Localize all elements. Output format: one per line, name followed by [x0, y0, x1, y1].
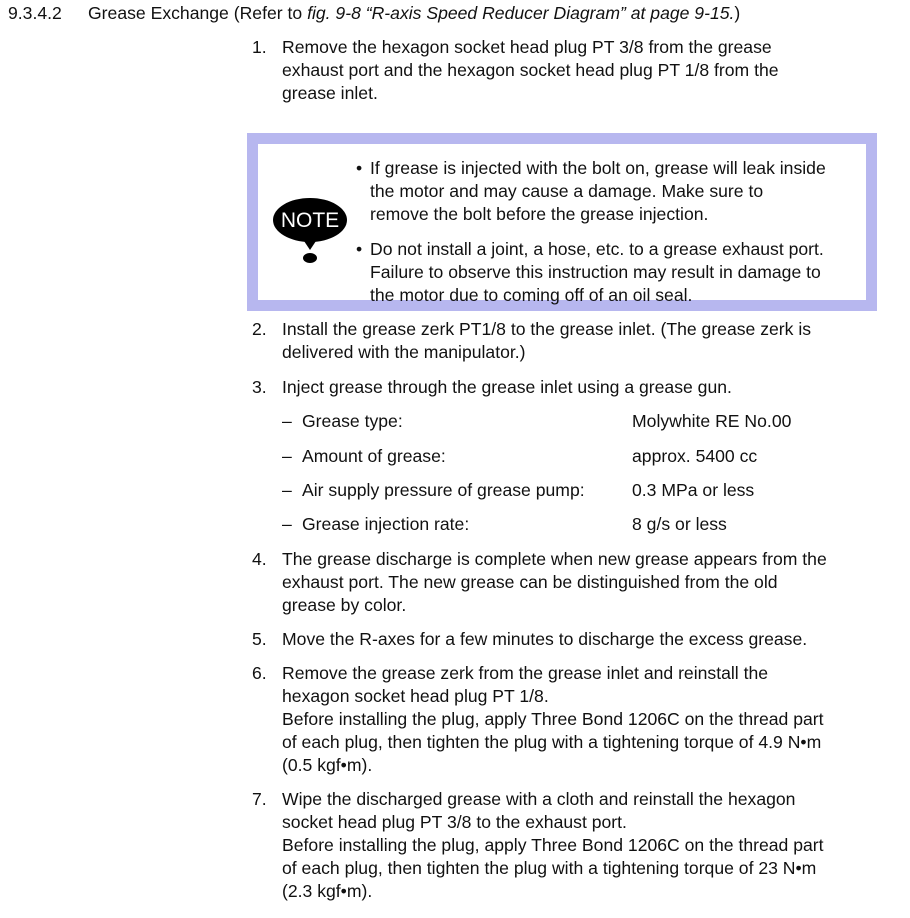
- spec-value: approx. 5400 cc: [632, 446, 758, 466]
- step-number: 5.: [252, 629, 267, 649]
- step-5: [252, 628, 892, 651]
- step-number: 3.: [252, 377, 267, 397]
- bullet-line: the motor and may cause a damage. Make sure to: [370, 181, 764, 201]
- heading-close-paren: ): [734, 3, 741, 23]
- step-number: 6.: [252, 663, 267, 683]
- spec-label: Grease type:: [302, 411, 403, 431]
- step-line: Install the grease zerk PT1/8 to the grease inlet. (The grease zerk is: [282, 319, 812, 339]
- step-line: Inject grease through the grease inlet using a grease gun.: [282, 377, 732, 397]
- note-content: [258, 144, 866, 305]
- figure-reference-link[interactable]: fig. 9-8 “R-axis Speed Reducer Diagram” at page 9-15.: [307, 3, 735, 23]
- step-line: socket head plug PT 3/8 to the exhaust port.: [282, 812, 627, 832]
- step-7: [252, 788, 892, 903]
- step-text: [282, 318, 892, 364]
- step-line: delivered with the manipulator.): [282, 342, 526, 362]
- bullet-text: [370, 157, 876, 226]
- bullet-text: [370, 238, 876, 307]
- spec-value: 0.3 MPa or less: [632, 480, 755, 500]
- bullet-line: remove the bolt before the grease injection.: [370, 204, 709, 224]
- spec-label: Grease injection rate:: [302, 514, 470, 534]
- bullet-line: Failure to observe this instruction may result in damage to: [370, 262, 821, 282]
- step-text: [282, 662, 892, 777]
- step-line: exhaust port. The new grease can be distinguished from the old: [282, 572, 778, 592]
- step-line: Move the R-axes for a few minutes to discharge the excess grease.: [282, 629, 808, 649]
- step-3: [252, 376, 892, 399]
- bullet-dot: •: [356, 239, 363, 259]
- bullet-line: the motor due to coming off of an oil seal.: [370, 285, 693, 305]
- step-number: 1.: [252, 37, 267, 57]
- step-line: (0.5 kgf•m).: [282, 755, 373, 775]
- bullet-dot: •: [356, 158, 363, 178]
- section-number: 9.3.4.2: [8, 3, 62, 23]
- bullet-line: If grease is injected with the bolt on, grease will leak inside: [370, 158, 826, 178]
- step-1: [252, 36, 892, 105]
- step-number: 4.: [252, 549, 267, 569]
- spec-row-injection-rate: [282, 513, 842, 536]
- step-line: Before installing the plug, apply Three Bond 1206C on the thread part: [282, 709, 824, 729]
- spec-value: Molywhite RE No.00: [632, 411, 792, 431]
- step-6: [252, 662, 892, 777]
- section-title: Grease Exchange (Refer to: [88, 3, 308, 23]
- spec-dash: –: [282, 411, 292, 431]
- step-text: [282, 36, 892, 105]
- note-icon-label: NOTE: [280, 209, 340, 232]
- step-line: hexagon socket head plug PT 1/8.: [282, 686, 549, 706]
- spec-dash: –: [282, 514, 292, 534]
- step-line: Wipe the discharged grease with a cloth and reinstall the hexagon: [282, 789, 796, 809]
- step-text: [282, 628, 892, 651]
- bullet-line: Do not install a joint, a hose, etc. to a grease exhaust port.: [370, 239, 824, 259]
- spec-value: 8 g/s or less: [632, 514, 727, 534]
- note-bullet-1: [356, 157, 876, 226]
- step-4: [252, 548, 892, 617]
- spec-label: Air supply pressure of grease pump:: [302, 480, 585, 500]
- spec-dash: –: [282, 480, 292, 500]
- note-box: [247, 133, 877, 311]
- spec-row-air-pressure: [282, 479, 842, 502]
- spec-row-grease-type: [282, 410, 842, 433]
- step-number: 7.: [252, 789, 267, 809]
- step-line: grease by color.: [282, 595, 407, 615]
- step-2: [252, 318, 892, 364]
- section-heading: [8, 2, 740, 25]
- step-line: Before installing the plug, apply Three Bond 1206C on the thread part: [282, 835, 824, 855]
- step-text: [282, 788, 892, 903]
- step-line: The grease discharge is complete when new grease appears from the: [282, 549, 827, 569]
- note-bullet-2: [356, 238, 876, 307]
- step-number: 2.: [252, 319, 267, 339]
- spec-row-amount: [282, 445, 842, 468]
- step-line: of each plug, then tighten the plug with a tightening torque of 23 N•m: [282, 858, 817, 878]
- step-text: [282, 548, 892, 617]
- note-icon: [272, 194, 348, 266]
- spec-dash: –: [282, 446, 292, 466]
- step-line: (2.3 kgf•m).: [282, 881, 373, 901]
- spec-label: Amount of grease:: [302, 446, 446, 466]
- step-line: Remove the grease zerk from the grease inlet and reinstall the: [282, 663, 769, 683]
- step-text: [282, 376, 892, 399]
- step-line: grease inlet.: [282, 83, 378, 103]
- step-line: exhaust port and the hexagon socket head plug PT 1/8 from the: [282, 60, 779, 80]
- step-line: Remove the hexagon socket head plug PT 3/8 from the grease: [282, 37, 772, 57]
- step-line: of each plug, then tighten the plug with a tightening torque of 4.9 N•m: [282, 732, 822, 752]
